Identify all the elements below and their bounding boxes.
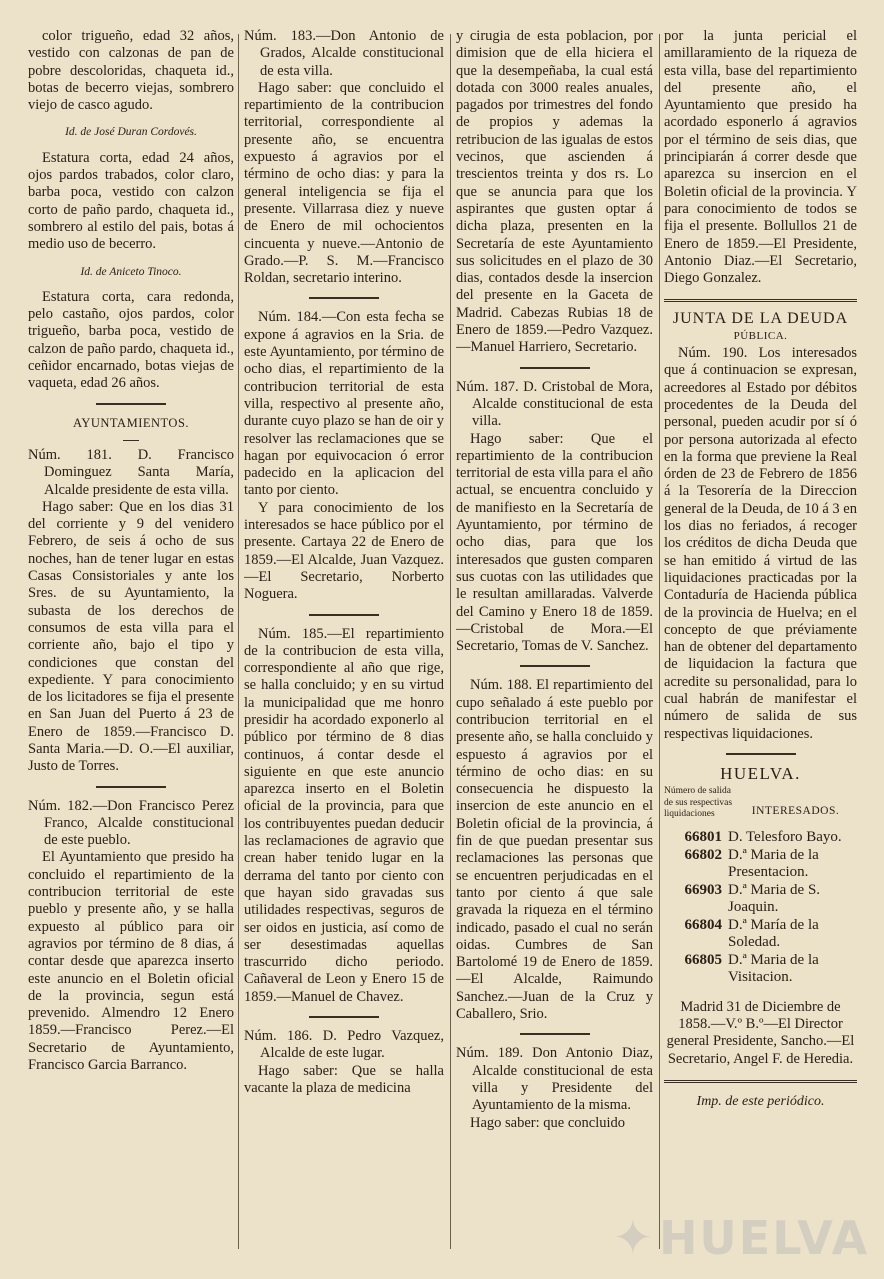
divider xyxy=(96,403,166,405)
column-divider xyxy=(238,34,239,1249)
table-row xyxy=(664,952,857,986)
entry-name: D.ª Maria de la Presentacion. xyxy=(728,846,819,880)
notice-181-heading: Núm. 181. D. Francisco Dominguez Santa María, Alcalde presidente de esta villa. xyxy=(28,446,234,498)
notice-184-body: Núm. 184.—Con esta fecha se expone á agravios en la Sria. de este Ayuntamiento, por término de ocho dias, el repartimiento de la contribucion territorial de esta villa, respectivo al presente año, durante cuyo plazo se han de oir y resolver las reclamaciones que se hagan por equivocacion ó error padecido en la aplicacion del tanto por ciento. xyxy=(244,309,444,499)
description-paragraph: Estatura corta, cara redonda, pelo castaño, ojos pardos, color trigueño, barba poca, vestido de calzon de paño pardo, chaqueta id., ceñidor encarnado, botas viejas de vaqueta, edad 26 años. xyxy=(28,288,234,392)
entry-name: D.ª Maria de la Visitacion. xyxy=(728,951,819,985)
notice-187-body: Hago saber: Que el repartimiento de la contribucion territorial de esta villa para el año actual, se encuentra concluido y de manifiesto en la Secretaría de Ayuntamiento, por término de ocho dias, para que los interesados que gusten comparen sus cuotas con las utilidades que le resultan amillaradas. Valverde del Camino y Enero 18 de 1859.—Cristobal de Mora.—El Secretario, Tomas de V. Sanchez. xyxy=(456,430,653,655)
divider xyxy=(96,786,166,788)
column-divider xyxy=(450,34,451,1249)
newspaper-page xyxy=(14,28,870,1268)
description-caption: Id. de José Duran Cordovés. xyxy=(65,126,197,139)
table-row xyxy=(664,882,857,916)
divider xyxy=(520,1033,590,1035)
notice-185-body: Núm. 185.—El repartimiento de la contribucion de esta villa, correspondiente al año que rige, se halla concluido; y en su virtud la municipalidad que me honro presidir ha acordado exponerlo al público por término de 8 dias continuos, á contar desde el siguiente en que este anuncio aparezca inserto en el Boletin oficial de la provincia, para que los contribuyentes puedan deducir las reclamaciones de agravio que crean haber tenido lugar en la derrama del tanto por ciento con que hayan sido gravadas sus utilidades respectivas, seguros de ser oidos en justicia, así como de ser desestimadas aquellas trascurrido dicho periodo. Cañaveral de Leon y Enero 15 de 1859.—Manuel de Chavez. xyxy=(244,625,444,1005)
notice-182-heading: Núm. 182.—Don Francisco Perez Franco, Alcalde constitucional de este pueblo. xyxy=(28,797,234,849)
notice-189-continuation: por la junta pericial el amillaramiento de la riqueza de esta villa, base del repartimiento del presente año, el Ayuntamiento que presido ha acordado esponerlo á agravios por el término de seis dias, que principiarán á correr desde que aparezca su insercion en el Boletin oficial de la provincia. Y para conocimiento de todos se fija el presente. Bollullos 21 de Enero de 1859.—El Presidente, Antonio Diaz.—El Secretario, Diego Gonzalez. xyxy=(664,28,857,287)
imprint: Imp. de este periódico. xyxy=(696,1093,825,1109)
entry-number: 66805 xyxy=(684,951,722,968)
notice-186-continuation: y cirugia de esta poblacion, por dimision que de ella hiciera el que la desempeñaba, la cual está dotada con 3000 reales anuales, pagados por trimestres del fondo de propios y ademas la retribucion de las igualas de estos vecinos, que ascienden á trescientos treinta y dos rs. Lo que se anuncia para que los aspirantes que gusten optar á dicha plaza, presenten en la Secretaría de este Ayuntamiento sus solicitudes en el plazo de 30 dias, contados desde la insercion del presente en la Gaceta de Madrid. Cabezas Rubias 18 de Enero de 1859.—Pedro Vazquez.—Manuel Harriero, Secretario. xyxy=(456,28,653,356)
table-row xyxy=(664,829,857,846)
entry-name: D.ª María de la Soledad. xyxy=(728,916,819,950)
notice-190-body: Núm. 190. Los interesados que á continuacion se expresan, acreedores al Estado por débitos procedentes de la Deuda del personal, pueden acudir por sí ó por persona autorizada al efecto en la forma que previene la Real órden de 23 de Febrero de 1856 á la Tesorería de la Direccion general de la Deuda, de 10 á 3 en los dias no feriados, á recoger los créditos de dicha Deuda que se han emitido á virtud de las liquidaciones practicadas por la Contaduría de Hacienda pública de la provincia de Huelva; en el concepto de que préviamente han de obtener del departamento de liquidacion la factura que acredite su personalidad, para lo cual habrán de manifestar el número de salida de sus respectivas liquidaciones. xyxy=(664,345,857,742)
notice-189-body: Hago saber: que concluido xyxy=(470,1114,626,1131)
column-3 xyxy=(456,28,653,1258)
notice-190-closing: Madrid 31 de Diciembre de 1858.—V.º B.º—El Director general Presidente, Sancho.—El Secretario, Angel F. de Heredia. xyxy=(666,998,855,1067)
table-row xyxy=(664,847,857,881)
column-1 xyxy=(28,28,234,1258)
entry-name: D. Telesforo Bayo. xyxy=(728,828,842,845)
entry-name: D.ª Maria de S. Joaquin. xyxy=(728,881,821,915)
description-paragraph: Estatura corta, edad 24 años, ojos pardos trabados, color claro, barba poca, vestido con calzon corto de paño pardo, chaqueta id., sombrero al estilo del pais, botas á medio uso de becerro. xyxy=(28,149,234,253)
notice-189-heading: Núm. 189. Don Antonio Diaz, Alcalde constitucional de esta villa y Presidente del Ayuntamiento de la misma. xyxy=(456,1045,653,1114)
double-divider xyxy=(664,299,857,302)
divider xyxy=(520,367,590,369)
notice-183-body: Hago saber: que concluido el repartimiento de la contribucion territorial, correspondiente al presente año, se encuentra expuesto á agravios por el término de ocho dias: y para la general inteligencia se fija el presente. Villarrasa diez y nueve de Enero de mil ochocientos cincuenta y nueve.—Antonio de Grado.—P. S. M.—Francisco Roldan, secretario interino. xyxy=(244,79,444,287)
double-divider xyxy=(664,1080,857,1083)
divider xyxy=(726,753,796,755)
entry-number: 66801 xyxy=(684,828,722,845)
notice-182-body: El Ayuntamiento que presido ha concluido el repartimiento de la contribucion territorial de este pueblo y presente año, y se halla expuesto al público para oir agravios por término de 8 dias, á contar desde que aparezca inserto este anuncio en el Boletin oficial de la provincia, segun está prevenido. Almendro 12 Enero 1859.—Francisco Perez.—El Secretario de Ayuntamiento, Francisco Garcia Barranco. xyxy=(28,849,234,1074)
divider xyxy=(123,440,139,441)
table-row xyxy=(664,917,857,951)
table-header xyxy=(664,786,857,821)
notice-186-body: Hago saber: Que se halla vacante la plaza de medicina xyxy=(244,1062,444,1096)
notice-183-heading: Núm. 183.—Don Antonio de Grados, Alcalde constitucional de esta villa. xyxy=(244,28,444,79)
column-4 xyxy=(664,28,857,1258)
table-header-number: Número de salida de sus respectivas liquidaciones xyxy=(664,786,733,820)
entry-number: 66804 xyxy=(684,916,722,933)
table-header-interested: INTERESADOS. xyxy=(751,805,840,818)
description-caption: Id. de Aniceto Tinoco. xyxy=(80,265,182,278)
column-divider xyxy=(659,34,660,1249)
notice-181-body: Hago saber: Que en los dias 31 del corriente y 9 del venidero Febrero, de seis á ocho de sus noches, han de tener lugar en estas Casas Consistoriales y ante los Sres. de su Ayuntamiento, la subasta de los derechos de consumos de esta villa para el corriente año, bajo el tipo y condiciones que constan del expediente. Y para conocimiento de los licitadores se fija el presente en San Juan del Puerto á 23 de Enero de 1859.—Francisco D. Santa Maria.—D. O.—El auxiliar, Justo de Torres. xyxy=(28,498,234,775)
province-heading: HUELVA. xyxy=(720,763,801,783)
star-icon: ✦ xyxy=(612,1210,653,1266)
divider xyxy=(309,297,379,299)
divider xyxy=(520,665,590,667)
section-subtitle: PÚBLICA. xyxy=(733,329,788,342)
notice-187-heading: Núm. 187. D. Cristobal de Mora, Alcalde constitucional de esta villa. xyxy=(456,378,653,430)
description-paragraph: color trigueño, edad 32 años, vestido con calzonas de pan de pobre descoloridas, chaqueta id., botas de becerro viejas, sombrero viejo de casco agudo. xyxy=(28,28,234,114)
entry-number: 66802 xyxy=(684,846,722,863)
section-title: JUNTA DE LA DEUDA xyxy=(672,310,849,328)
notice-186-heading: Núm. 186. D. Pedro Vazquez, Alcalde de este lugar. xyxy=(244,1028,444,1062)
section-heading: AYUNTAMIENTOS. xyxy=(72,415,190,430)
divider xyxy=(309,614,379,616)
watermark-text: HUELVA xyxy=(658,1211,870,1265)
spacer xyxy=(664,987,857,999)
column-2 xyxy=(244,28,444,1258)
entry-number: 66903 xyxy=(684,881,722,898)
notice-188-body: Núm. 188. El repartimiento del cupo señalado á este pueblo por contribucion territorial en el presente año, se halla concluido y espuesto á agravios por el término de ocho dias: en su consecuencia he dispuesto la insercion de este anuncio en el Boletin oficial de la provincia, á fin de que puedan presentar sus reclamaciones las personas que se encuentren perjudicadas en el tanto por ciento á que sale gravada la riqueza en el término indicado, pasado el cual no serán oidas. Cumbres de San Bartolomé 19 de Enero de 1859.—El Alcalde, Raimundo Sanchez.—Juan de la Cruz y Caballero, Srio. xyxy=(456,677,653,1023)
notice-184-closing: Y para conocimiento de los interesados se hace público por el presente. Cartaya 22 de Enero de 1859.—El Alcalde, Juan Vazquez.—El Secretario, Norberto Noguera. xyxy=(244,499,444,603)
divider xyxy=(309,1016,379,1018)
